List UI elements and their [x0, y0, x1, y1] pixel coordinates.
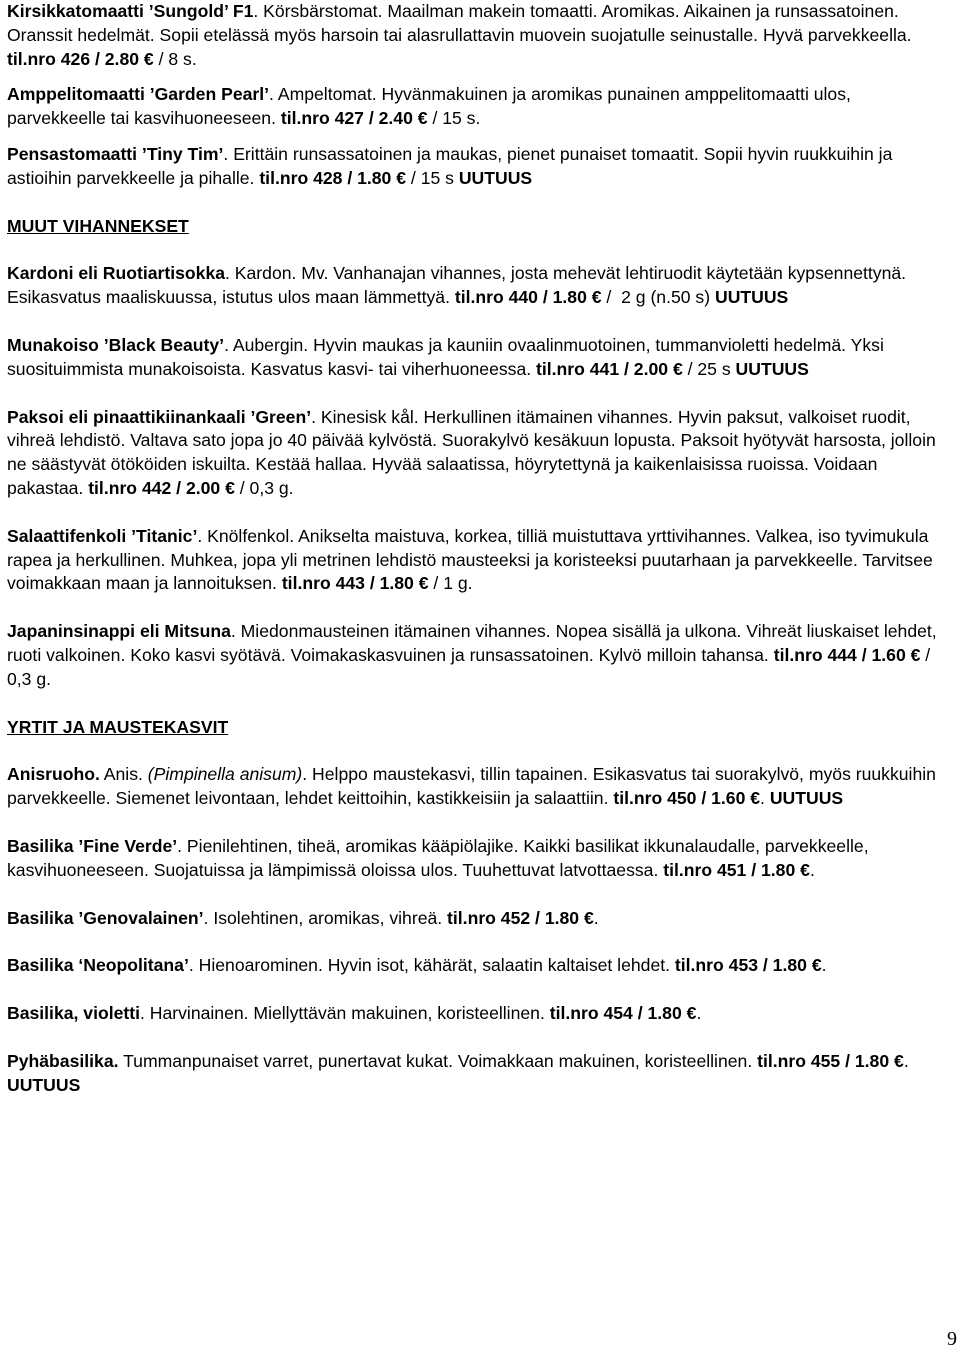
entry-text: / 1 g. — [428, 573, 473, 594]
bold-text: til.nro 443 / 1.80 — [281, 573, 414, 594]
entry-text: . Ampeltomat. Hyvänmakuinen ja aromikas punainen amppelitomaatti ulos, parvekkeelle tai kasvihuoneeseen. — [7, 84, 856, 129]
bold-text: Salaattifenkoli ’Titanic’ — [7, 525, 198, 546]
entry-text: . — [696, 1003, 702, 1024]
catalog-entry — [7, 1002, 952, 1026]
bold-text: Japaninsinappi eli Mitsuna — [7, 621, 231, 642]
bold-text: til.nro 426 / 2.80 — [7, 48, 140, 69]
catalog-entry — [7, 763, 952, 811]
entry-text: . — [821, 955, 827, 976]
catalog-entry — [7, 1050, 952, 1098]
catalog-entry — [7, 83, 952, 131]
bold-text: til.nro 453 / 1.80 — [674, 955, 807, 976]
page-number: 9 — [947, 1328, 957, 1350]
bold-text: til.nro 428 / 1.80 — [259, 167, 392, 188]
bold-text: til.nro 451 / 1.80 — [663, 859, 796, 880]
entry-text: . — [903, 1050, 914, 1071]
entry-text: . Kardon. Mv. Vanhanajan vihannes, josta mehevät lehtiruodit käytetään kypsennettynä. Esikasvatus maaliskuussa, istutus ulos maan lämmettyä. — [7, 263, 911, 308]
bold-text: UUTUUS — [769, 788, 844, 809]
catalog-entry — [7, 620, 952, 691]
bold-text: Munakoiso ’Black Beauty’ — [7, 334, 225, 355]
bold-text: til.nro 444 / 1.60 — [773, 644, 906, 665]
bold-text: € — [750, 788, 761, 809]
entry-text: . Erittäin runsassatoinen ja maukas, pienet punaiset tomaatit. Sopii hyvin ruukkuihin ja astioihin parvekkeelle ja pihalle. — [7, 143, 898, 188]
bold-text: til.nro 450 / 1.60 — [613, 788, 746, 809]
bold-text: til.nro 454 / 1.80 — [549, 1003, 682, 1024]
bold-text: UUTUUS — [7, 1074, 81, 1095]
entry-text: Tummanpunaiset varret, punertavat kukat. Voimakkaan makuinen, koristeellinen. — [118, 1050, 758, 1071]
bold-text: € — [417, 108, 428, 129]
bold-text: Amppelitomaatti ’Garden Pearl’ — [7, 84, 270, 105]
bold-text: UUTUUS — [735, 358, 809, 379]
entry-text: . — [809, 859, 815, 880]
bold-text: Anisruoho. — [7, 764, 100, 785]
catalog-entry — [7, 406, 952, 501]
entry-text: . Hienoarominen. Hyvin isot, kähärät, salaatin kaltaiset lehdet. — [188, 955, 675, 976]
bold-text: € — [894, 1050, 904, 1071]
entry-text: . Pienilehtinen, tiheä, aromikas kääpiölajike. Kaikki basilikat ikkunalaudalle, parvekkeelle, kasvihuoneeseen. Suojatuissa ja lämpimissä oloissa ulos. Tuuhettuvat latvottaessa. — [7, 835, 874, 880]
bold-text: Pyhäbasilika. — [7, 1050, 119, 1071]
bold-text: Pensastomaatti ’Tiny Tim’ — [7, 143, 224, 164]
bold-text: € — [418, 573, 429, 594]
bold-text: € — [225, 477, 235, 498]
bold-text: € — [800, 859, 810, 880]
catalog-entry — [7, 835, 952, 883]
bold-text: € — [583, 907, 594, 928]
catalog-entry — [7, 262, 952, 310]
bold-text: UUTUUS — [458, 167, 533, 188]
catalog-entry — [7, 143, 952, 191]
section-heading: MUUT VIHANNEKSET — [7, 215, 189, 236]
bold-text: til.nro 452 / 1.80 — [447, 907, 580, 928]
entry-text: . Kinesisk kål. Herkullinen itämainen vihannes. Hyvin paksut, valkoiset ruodit, vihreä lehdistö. Valtava sato jopa jo 40 päivää kylvöstä. Suorakylvö kesäkuun lopusta. Paksoit hyötyvät harsosta, jolloin ne säästyvät ötököiden iskuilta. Kestää hallaa. Hyvää salaatissa, höyrytettynä ja kaikenlaisissa ruoissa. Voidaan pakastaa. — [7, 406, 941, 498]
bold-text: Basilika, violetti — [7, 1003, 140, 1024]
bold-text: Basilika ’Genovalainen’ — [7, 907, 204, 928]
bold-text: til.nro 427 / 2.40 — [280, 108, 413, 129]
entry-text: / 0,3 g. — [234, 477, 294, 498]
entry-text: / 8 s. — [153, 48, 197, 69]
catalog-entry — [7, 525, 952, 596]
entry-text: . Körsbärstomat. Maailman makein tomaatti. Aromikas. Aikainen ja runsassatoinen. Oranssit hedelmät. Sopii etelässä myös harsoin tai alasrullattavin muovein suojatulle seinustalle. Hyvä parvekkeella. — [7, 1, 917, 45]
bold-text: € — [591, 287, 602, 308]
document-page — [7, 0, 952, 1098]
bold-text: € — [143, 48, 154, 69]
bold-text: UUTUUS — [714, 287, 789, 308]
entry-text: . Aubergin. Hyvin maukas ja kauniin ovaalinmuotoinen, tummanvioletti hedelmä. Yksi suosituimmista munakoisoista. Kasvatus kasvi- tai viherhuoneessa. — [7, 334, 889, 379]
catalog-entry — [7, 0, 952, 71]
bold-text: Kirsikkatomaatti ’Sungold’ F1 — [7, 1, 254, 21]
entry-text: / 2 g (n.50 s) — [601, 287, 715, 308]
catalog-entry — [7, 334, 952, 382]
entry-text: . Miedonmausteinen itämainen vihannes. Nopea sisällä ja ulkona. Vihreät liuskaiset lehdet, ruoti valkoinen. Koko kasvi syötävä. Voimakaskasvuinen ja runsassatoinen. Kylvö milloin tahansa. — [7, 621, 942, 665]
bold-text: til.nro 455 / 1.80 — [757, 1050, 890, 1071]
bold-text: € — [396, 167, 407, 188]
bold-text: € — [672, 358, 683, 379]
bold-text: Basilika ’Fine Verde’ — [7, 835, 178, 856]
entry-text: . Knölfenkol. Anikselta maistuva, korkea, tilliä muistuttava yrttivihannes. Valkea, iso tyvimukula rapea ja herkullinen. Muhkea, jopa yli metrinen lehdistö mausteeksi ja koristeeksi puutarhaan ja parvekkeelle. Tarvitsee voimakkaan maan ja lannoituksen. — [7, 525, 939, 594]
section-heading: YRTIT JA MAUSTEKASVIT — [7, 716, 229, 737]
entry-text: / 15 s. — [427, 108, 481, 129]
catalog-entry — [7, 907, 952, 931]
bold-text: € — [686, 1003, 697, 1024]
entry-text: . — [593, 907, 599, 928]
bold-text: Kardoni eli Ruotiartisokka — [7, 263, 226, 284]
entry-text: Anis. — [99, 764, 148, 785]
bold-text: € — [811, 955, 822, 976]
entry-text: / 15 s — [406, 167, 459, 188]
entry-text: . Harvinainen. Miellyttävän makuinen, koristeellinen. — [139, 1003, 550, 1024]
bold-text: Paksoi eli pinaattikiinankaali ’Green’ — [7, 406, 312, 427]
bold-text: Basilika ‘Neopolitana’ — [7, 955, 189, 976]
entry-text: / 25 s — [682, 358, 736, 379]
entry-text: . Helppo maustekasvi, tillin tapainen. Esikasvatus tai suorakylvö, myös ruukkuihin parvekkeelle. Siemenet leivontaan, lehdet keittoihin, kastikkeisiin ja salaattiin. — [7, 764, 941, 809]
bold-text: til.nro 440 / 1.80 — [454, 287, 587, 308]
bold-text: til.nro 441 / 2.00 — [536, 358, 669, 379]
bold-text: til.nro 442 / 2.00 — [88, 477, 221, 498]
catalog-content — [7, 0, 952, 1098]
entry-text: . — [760, 788, 770, 809]
bold-text: € — [910, 644, 921, 665]
entry-text: . Isolehtinen, aromikas, vihreä. — [203, 907, 448, 928]
entry-text: / 0,3 g. — [7, 644, 936, 689]
catalog-entry — [7, 954, 952, 978]
italic-text: (Pimpinella anisum) — [147, 764, 303, 785]
